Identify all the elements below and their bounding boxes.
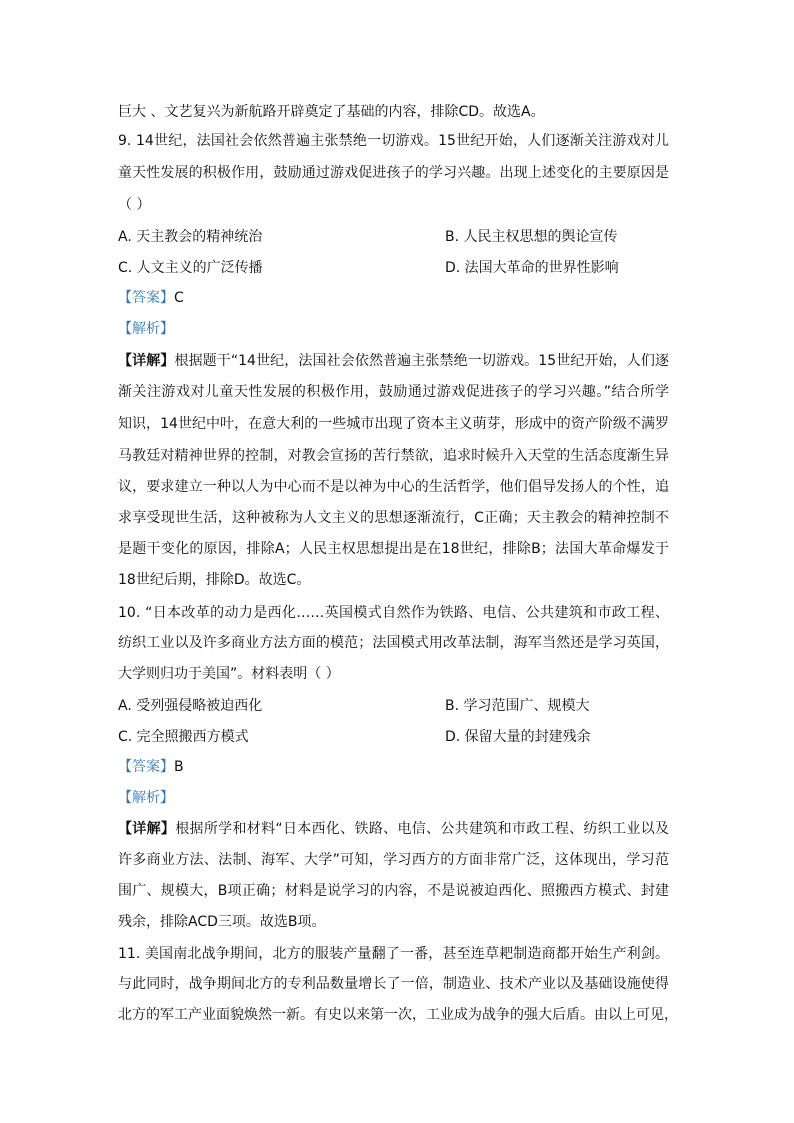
option-d: D. 保留大量的封建残余 <box>445 729 591 745</box>
option-a: A. 天主教会的精神统治 <box>118 229 263 245</box>
option-b: B. 学习范围广、规模大 <box>445 698 590 714</box>
option-b: B. 人民主权思想的舆论宣传 <box>445 229 618 245</box>
answer-line <box>118 288 669 308</box>
answer-line <box>118 757 669 777</box>
question-stem-line: （ ） <box>118 197 151 213</box>
detail-line: 马教廷对精神世界的控制，对教会宣扬的苦行禁欲，追求时候升入天堂的生活态度渐生异 <box>118 448 669 464</box>
analysis-label: 【解析】 <box>118 790 174 806</box>
answer-value: C <box>174 290 184 306</box>
option-a: A. 受列强侵略被迫西化 <box>118 698 263 714</box>
detail-line <box>118 351 669 371</box>
detail-line: 围广、规模大，B项正确；材料是说学习的内容，不是说被迫西化、照搬西方模式、封建 <box>118 883 669 899</box>
detail-text: 根据题干“14世纪，法国社会依然普遍主张禁绝一切游戏。15世纪开始，人们逐 <box>174 353 669 369</box>
answer-value: B <box>174 759 184 775</box>
detail-line: 残余，排除ACD三项。故选B项。 <box>118 914 326 930</box>
question-stem-line: 大学则归功于美国”。材料表明（ ） <box>118 666 340 682</box>
detail-text: 根据所学和材料“日本西化、铁路、电信、公共建筑和市政工程、纺织工业以及 <box>175 821 670 837</box>
question-stem-line: 10. “日本改革的动力是西化……英国模式自然作为铁路、电信、公共建筑和市政工程、 <box>118 605 669 621</box>
question-stem-line: 纺织工业以及许多商业方法方面的模范；法国模式用改革法制，海军当然还是学习英国， <box>118 635 669 651</box>
detail-line: 是题干变化的原因，排除A；人民主权思想提出是在18世纪，排除B；法国大革命爆发于 <box>118 541 669 557</box>
detail-line: 18世纪后期，排除D。故选C。 <box>118 572 311 588</box>
option-d: D. 法国大革命的世界性影响 <box>445 260 619 276</box>
previous-answer-tail: 巨大 、文艺复兴为新航路开辟奠定了基础的内容，排除CD。故选A。 <box>118 104 545 120</box>
question-stem-line: 9. 14世纪，法国社会依然普遍主张禁绝一切游戏。15世纪开始，人们逐渐关注游戏对儿 <box>118 133 669 149</box>
answer-label: 【答案】 <box>118 759 174 775</box>
answer-label: 【答案】 <box>118 290 174 306</box>
option-c: C. 完全照搬西方模式 <box>118 729 249 745</box>
analysis-label: 【解析】 <box>118 321 174 337</box>
detail-line: 知识，14世纪中叶，在意大利的一些城市出现了资本主义萌芽，形成中的资产阶级不满罗 <box>118 416 669 432</box>
question-stem-line: 与此同时，战争期间北方的专利品数量增长了一倍，制造业、技术产业以及基础设施使得 <box>118 976 669 992</box>
detail-line: 渐关注游戏对儿童天性发展的积极作用，鼓励通过游戏促进孩子的学习兴趣。”结合所学 <box>118 384 669 400</box>
question-stem-line: 童天性发展的积极作用，鼓励通过游戏促进孩子的学习兴趣。出现上述变化的主要原因是 <box>118 165 669 181</box>
question-stem-line: 北方的军工产业面貌焕然一新。有史以来第一次，工业成为战争的强大后盾。由以上可见， <box>118 1007 678 1023</box>
question-stem-line: 11. 美国南北战争期间，北方的服装产量翻了一番，甚至连草耙制造商都开始生产利剑。 <box>118 946 669 962</box>
option-c: C. 人文主义的广泛传播 <box>118 260 263 276</box>
detail-line: 求享受现世生活，这种被称为人文主义的思想逐渐流行，C正确；天主教会的精神控制不 <box>118 510 669 526</box>
detail-label: 【详解】 <box>118 353 175 369</box>
detail-line: 议，要求建立一种以人为中心而不是以神为中心的生活哲学，他们倡导发扬人的个性，追 <box>118 479 669 495</box>
detail-label: 【详解】 <box>118 821 176 837</box>
detail-line <box>118 819 669 839</box>
detail-line: 许多商业方法、法制、海军、大学”可知，学习西方的方面非常广泛，这体现出，学习范 <box>118 852 669 868</box>
